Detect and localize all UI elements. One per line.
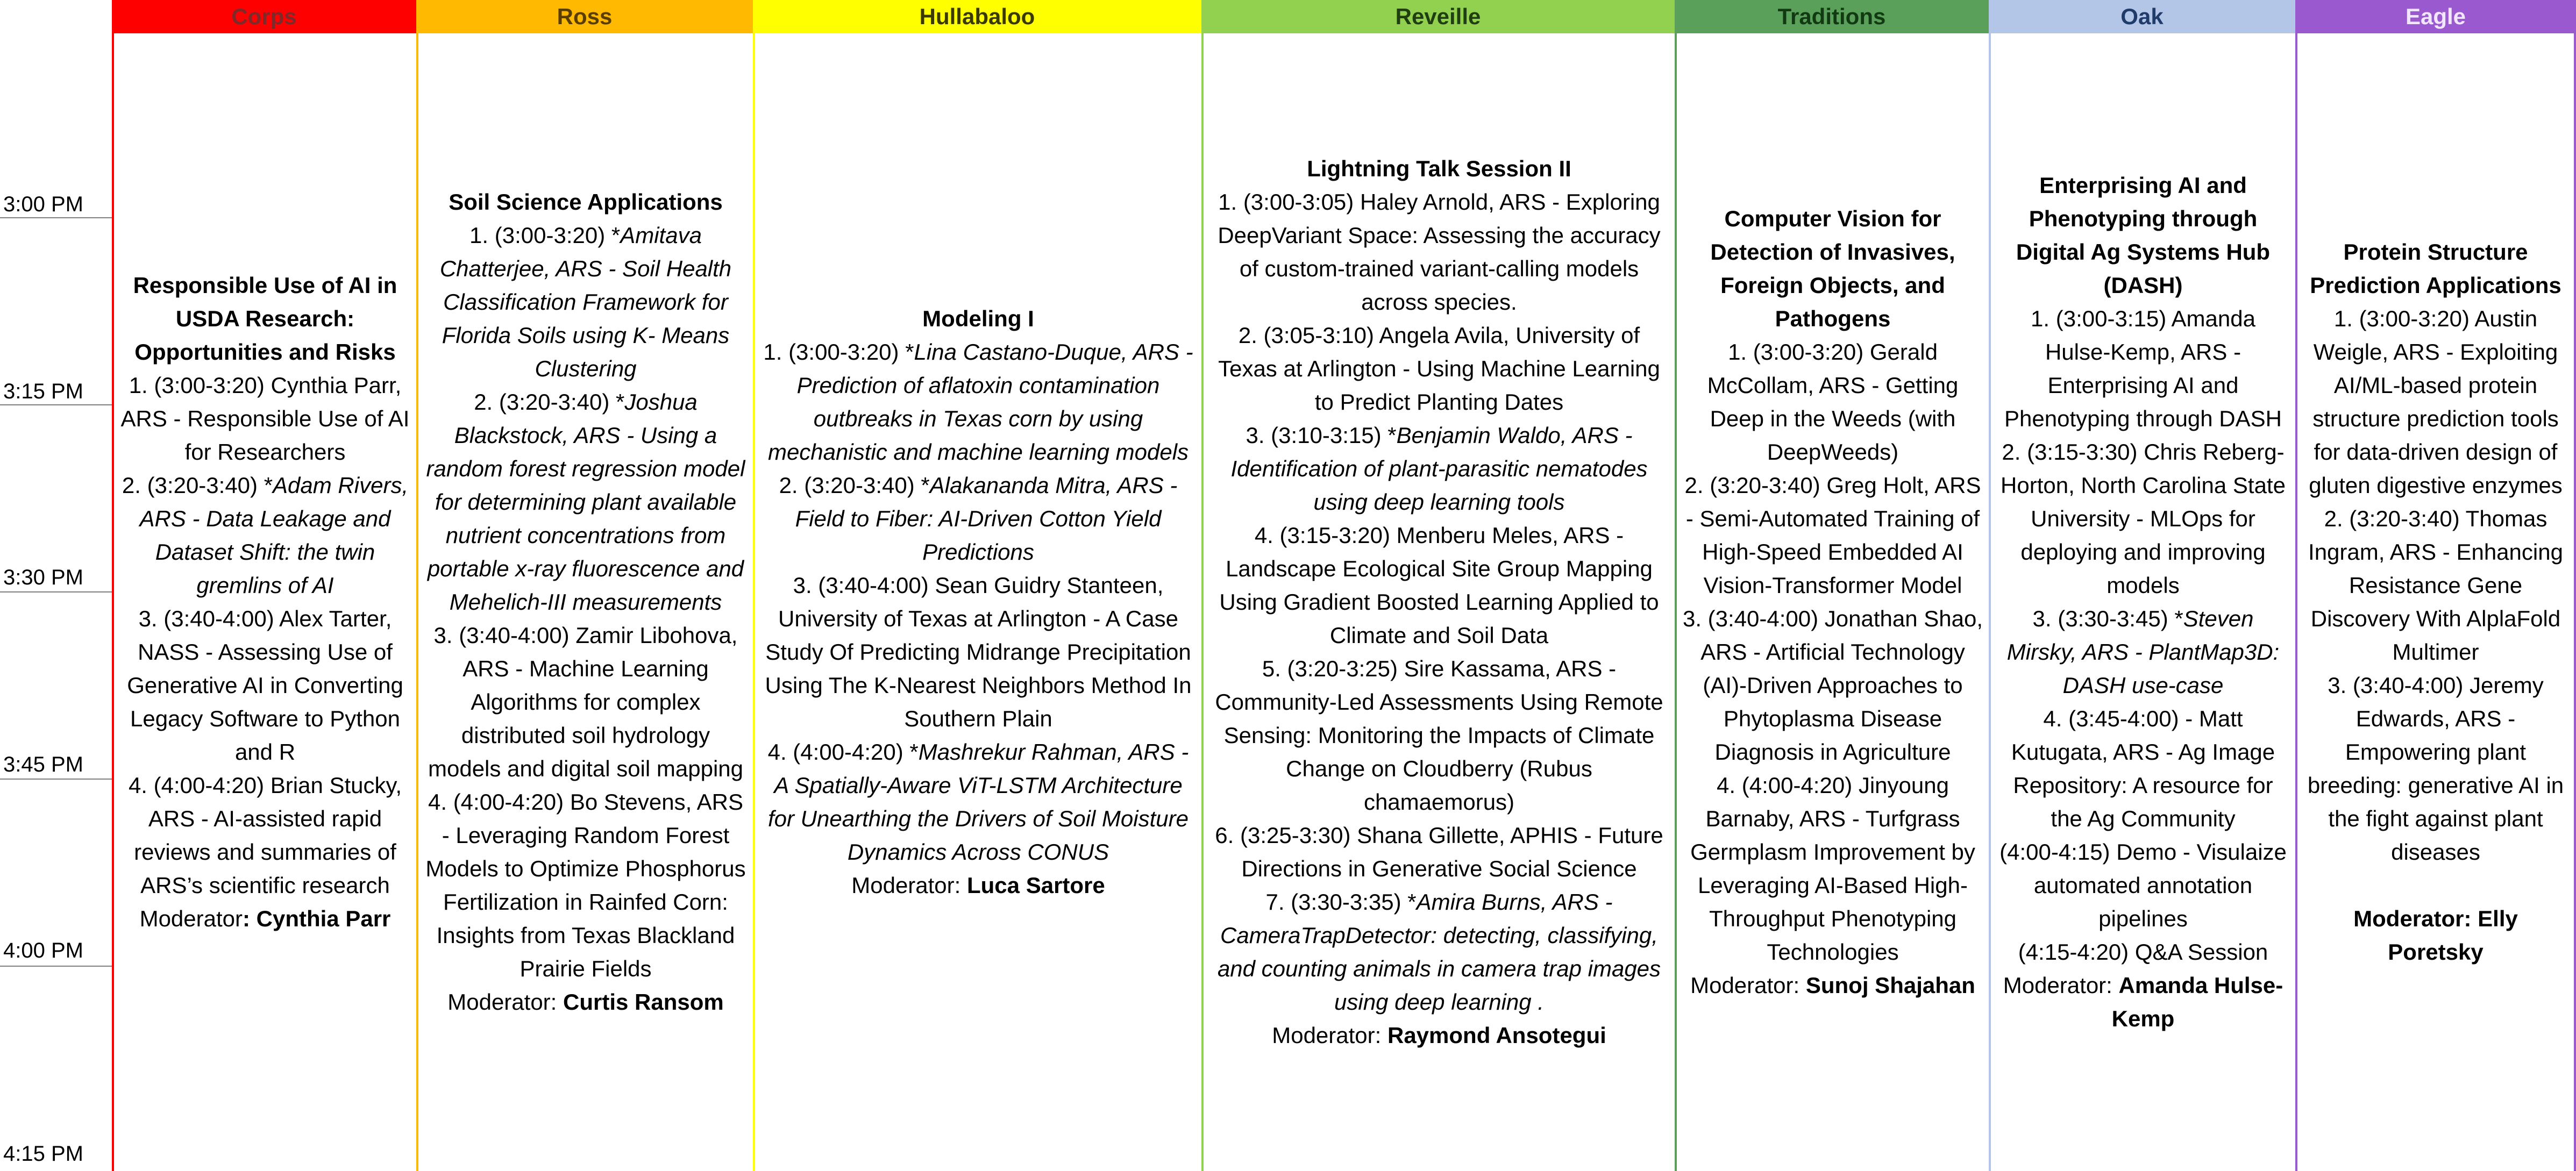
talk-item: 2. (3:20-3:40) *Alakananda Mitra, ARS - Field to Fiber: AI-Driven Cotton Yield Predictions	[779, 473, 1178, 565]
talk-item: 4. (3:45-4:00) - Matt Kutugata, ARS - Ag Image Repository: A resource for the Ag Community	[2011, 706, 2275, 831]
talk-item: 3. (3:30-3:45) *Steven Mirsky, ARS - PlantMap3D: DASH use-case	[2006, 606, 2280, 698]
talk-item: 2. (3:05-3:10) Angela Avila, University of Texas at Arlington - Using Machine Learning to Predict Planting Dates	[1218, 323, 1660, 415]
room-name: Traditions	[1777, 4, 1886, 29]
session-column	[416, 33, 753, 1171]
talk-item: 6. (3:25-3:30) Shana Gillette, APHIS - Future Directions in Generative Social Science	[1215, 823, 1663, 881]
room-name: Oak	[2120, 4, 2164, 29]
time-label: 3:15 PM	[3, 380, 83, 403]
talk-item: 1. (3:00-3:20) *Amitava Chatterjee, ARS - Soil Health Classification Framework for Florida Soils using K- Means Clustering	[439, 223, 732, 381]
talk-item: 3. (3:40-4:00) Jeremy Edwards, ARS - Empowering plant breeding: generative AI in the fight against plant diseases	[2307, 673, 2564, 865]
room-header-oak	[1989, 0, 2295, 33]
session-column	[2295, 33, 2576, 1171]
talk-item: 3. (3:40-4:00) Zamir Libohova, ARS - Machine Learning Algorithms for complex distributed soil hydrology models and digital soil mapping	[428, 623, 743, 781]
talk-item: 3. (3:40-4:00) Alex Tarter, NASS - Assessing Use of Generative AI in Converting Legacy Software to Python and R	[127, 606, 403, 765]
room-name: Hullabaloo	[919, 4, 1035, 29]
session-column	[753, 33, 1201, 1171]
talk-item: 4. (4:00-4:20) Brian Stucky, ARS - AI-assisted rapid reviews and summaries of ARS’s scientific research	[128, 773, 402, 898]
time-gridline	[0, 966, 112, 967]
session-title: Modeling I	[922, 306, 1034, 331]
talk-item: 2. (3:20-3:40) Greg Holt, ARS - Semi-Automated Training of High-Speed Embedded AI Vision-Transformer Model	[1684, 473, 1981, 598]
time-label: 3:00 PM	[3, 192, 83, 216]
room-name: Corps	[231, 4, 297, 29]
moderator-line: Moderator: Luca Sartore	[851, 873, 1105, 898]
room-header-row	[112, 0, 2576, 33]
moderator-line: Moderator: Curtis Ransom	[447, 989, 724, 1015]
talk-item: 1. (3:00-3:20) Cynthia Parr, ARS - Responsible Use of AI for Researchers	[120, 373, 410, 465]
time-label: 3:45 PM	[3, 753, 83, 776]
session-column	[112, 33, 416, 1171]
time-gridline	[0, 779, 112, 780]
room-header-eagle	[2295, 0, 2576, 33]
talk-item: 1. (3:00-3:20) Austin Weigle, ARS - Exploiting AI/ML-based protein structure prediction tools for data-driven design of gluten digestive enzymes	[2309, 306, 2563, 498]
talk-item: 1. (3:00-3:15) Amanda Hulse-Kemp, ARS - Enterprising AI and Phenotyping through DASH	[2004, 306, 2282, 431]
time-gridline	[0, 591, 112, 592]
session-title: Lightning Talk Session II	[1307, 156, 1571, 181]
room-name: Reveille	[1395, 4, 1481, 29]
room-header-hullabaloo	[753, 0, 1201, 33]
talk-item: 1. (3:00-3:20) Gerald McCollam, ARS - Getting Deep in the Weeds (with DeepWeeds)	[1707, 339, 1959, 465]
time-gridline	[0, 404, 112, 405]
talk-item: 4. (4:00-4:20) *Mashrekur Rahman, ARS - A Spatially-Aware ViT-LSTM Architecture for Unearthing the Drivers of Soil Moisture Dynamics Across CONUS	[767, 739, 1189, 865]
room-header-traditions	[1675, 0, 1989, 33]
moderator-line: Moderator: Sunoj Shajahan	[1690, 973, 1975, 998]
talk-item: 4. (3:15-3:20) Menberu Meles, ARS - Landscape Ecological Site Group Mapping Using Gradient Boosted Learning Applied to Climate and Soil Data	[1219, 523, 1659, 648]
room-name: Ross	[557, 4, 613, 29]
talk-item: 3. (3:40-4:00) Sean Guidry Stanteen, University of Texas at Arlington - A Case Study Of Predicting Midrange Precipitation Using The K-Nearest Neighbors Method In Southern Plain	[765, 573, 1192, 731]
session-title: Responsible Use of AI in USDA Research: Opportunities and Risks	[133, 273, 397, 365]
moderator-line: Moderator: Cynthia Parr	[139, 906, 391, 931]
talk-item: 2. (3:15-3:30) Chris Reberg-Horton, North Carolina State University - MLOps for deploying and improving models	[2001, 439, 2286, 598]
moderator-line: Moderator: Raymond Ansotegui	[1272, 1023, 1606, 1048]
room-header-ross	[416, 0, 753, 33]
room-name: Eagle	[2405, 4, 2466, 29]
session-title: Enterprising AI and Phenotyping through Digital Ag Systems Hub (DASH)	[2016, 173, 2271, 298]
time-column	[0, 0, 112, 1171]
talk-item: 1. (3:00-3:05) Haley Arnold, ARS - Exploring DeepVariant Space: Assessing the accuracy of custom-trained variant-calling models across species.	[1218, 189, 1661, 315]
moderator-line: Moderator: Amanda Hulse-Kemp	[2003, 973, 2283, 1031]
talk-item: 5. (3:20-3:25) Sire Kassama, ARS - Community-Led Assessments Using Remote Sensing: Monitoring the Impacts of Climate Change on Cloudberry (Rubus chamaemorus)	[1215, 656, 1663, 815]
talk-item: 4. (4:00-4:20) Jinyoung Barnaby, ARS - Turfgrass Germplasm Improvement by Leveraging AI-Based High-Throughput Phenotyping Technologies	[1690, 773, 1975, 965]
session-columns	[112, 33, 2576, 1171]
talk-item: 7. (3:30-3:35) *Amira Burns, ARS - CameraTrapDetector: detecting, classifying, and counting animals in camera trap images using deep learning .	[1217, 889, 1661, 1015]
talk-item: (4:00-4:15) Demo - Visulaize automated annotation pipelines	[1999, 839, 2287, 931]
time-label: 4:15 PM	[3, 1142, 83, 1166]
talk-item: 2. (3:20-3:40) *Joshua Blackstock, ARS - Using a random forest regression model for determining plant available nutrient concentrations from portable x-ray fluorescence and Mehelich-III measurements	[426, 389, 745, 615]
session-column	[1675, 33, 1989, 1171]
talk-item: 4. (4:00-4:20) Bo Stevens, ARS - Leveraging Random Forest Models to Optimize Phosphorus Fertilization in Rainfed Corn: Insights from Texas Blackland Prairie Fields	[425, 789, 746, 981]
session-column	[1989, 33, 2295, 1171]
room-header-reveille	[1201, 0, 1675, 33]
talk-item: 2. (3:20-3:40) *Adam Rivers, ARS - Data Leakage and Dataset Shift: the twin gremlins of AI	[122, 473, 409, 598]
moderator-line: Moderator: Elly Poretsky	[2353, 906, 2518, 965]
talk-item: (4:15-4:20) Q&A Session	[2018, 939, 2268, 965]
talk-item: 1. (3:00-3:20) *Lina Castano-Duque, ARS - Prediction of aflatoxin contamination outbreaks in Texas corn by using mechanistic and machine learning models	[763, 339, 1193, 465]
time-gridline	[0, 217, 112, 218]
time-label: 4:00 PM	[3, 939, 83, 962]
session-title: Computer Vision for Detection of Invasives, Foreign Objects, and Pathogens	[1710, 206, 1955, 331]
talk-item: 3. (3:40-4:00) Jonathan Shao, ARS - Artificial Technology (AI)-Driven Approaches to Phytoplasma Disease Diagnosis in Agriculture	[1682, 606, 1983, 765]
talk-item: 3. (3:10-3:15) *Benjamin Waldo, ARS - Identification of plant-parasitic nematodes using deep learning tools	[1230, 423, 1648, 515]
talk-item: 2. (3:20-3:40) Thomas Ingram, ARS - Enhancing Resistance Gene Discovery With AlplaFold Multimer	[2308, 506, 2563, 665]
session-title: Protein Structure Prediction Applications	[2310, 239, 2561, 298]
session-column	[1201, 33, 1675, 1171]
room-header-corps	[112, 0, 416, 33]
session-title: Soil Science Applications	[449, 189, 723, 215]
time-label: 3:30 PM	[3, 566, 83, 589]
